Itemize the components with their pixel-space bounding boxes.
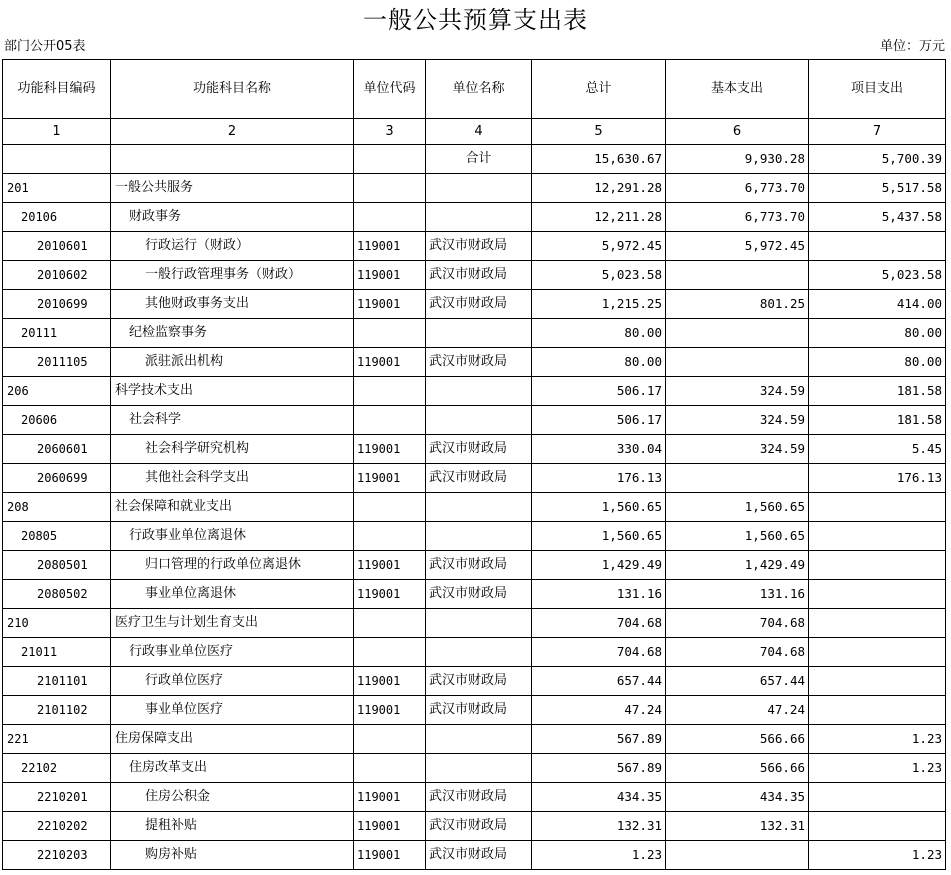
function-code-cell: 2011105: [3, 348, 111, 377]
basic-expense-cell: 324.59: [666, 435, 809, 464]
unit-name-cell: 武汉市财政局: [426, 812, 532, 841]
project-expense-cell: 181.58: [809, 406, 946, 435]
basic-expense-cell: [666, 348, 809, 377]
unit-name-cell: 武汉市财政局: [426, 464, 532, 493]
total-cell: 80.00: [532, 348, 666, 377]
unit-code-cell: 119001: [354, 232, 426, 261]
unit-code-cell: [354, 406, 426, 435]
unit-code-cell: 119001: [354, 841, 426, 870]
function-code-cell: 208: [3, 493, 111, 522]
total-cell: 330.04: [532, 435, 666, 464]
unit-name-cell: 武汉市财政局: [426, 261, 532, 290]
project-expense-cell: [809, 580, 946, 609]
column-number: 2: [111, 119, 354, 145]
unit-code-cell: [354, 319, 426, 348]
basic-expense-cell: [666, 464, 809, 493]
function-code-cell: 2080501: [3, 551, 111, 580]
table-row: [3, 812, 946, 841]
unit-name-cell: 武汉市财政局: [426, 232, 532, 261]
unit-code-cell: 119001: [354, 435, 426, 464]
function-name-cell: 购房补贴: [111, 841, 354, 870]
function-code-cell: 2010602: [3, 261, 111, 290]
table-row: [3, 406, 946, 435]
function-code-cell: 20606: [3, 406, 111, 435]
project-expense-cell: [809, 551, 946, 580]
total-cell: 132.31: [532, 812, 666, 841]
basic-expense-cell: 566.66: [666, 754, 809, 783]
total-cell: 567.89: [532, 725, 666, 754]
function-name-cell: 行政运行（财政）: [111, 232, 354, 261]
unit-name-cell: 武汉市财政局: [426, 580, 532, 609]
unit-name-cell: 武汉市财政局: [426, 841, 532, 870]
unit-name-cell: [426, 493, 532, 522]
function-code-cell: 206: [3, 377, 111, 406]
function-name-cell: 住房保障支出: [111, 725, 354, 754]
function-code-cell: 221: [3, 725, 111, 754]
project-expense-cell: [809, 609, 946, 638]
function-name-cell: 行政单位医疗: [111, 667, 354, 696]
total-sum: 15,630.67: [532, 145, 666, 174]
basic-expense-cell: 704.68: [666, 609, 809, 638]
function-code-cell: 2210201: [3, 783, 111, 812]
total-cell: 131.16: [532, 580, 666, 609]
total-cell: 12,291.28: [532, 174, 666, 203]
page-title: 一般公共预算支出表: [363, 6, 588, 34]
unit-code-cell: 119001: [354, 580, 426, 609]
project-expense-cell: 5,437.58: [809, 203, 946, 232]
unit-name-cell: [426, 203, 532, 232]
basic-expense-cell: 324.59: [666, 377, 809, 406]
table-row: [3, 580, 946, 609]
function-name-cell: 科学技术支出: [111, 377, 354, 406]
basic-expense-cell: 657.44: [666, 667, 809, 696]
unit-code-cell: 119001: [354, 551, 426, 580]
function-name-cell: 其他财政事务支出: [111, 290, 354, 319]
function-name-cell: 一般行政管理事务（财政）: [111, 261, 354, 290]
table-row: [3, 261, 946, 290]
unit-name-cell: [426, 638, 532, 667]
table-row: [3, 638, 946, 667]
function-code-cell: 20111: [3, 319, 111, 348]
function-code-cell: 20805: [3, 522, 111, 551]
header-cell: 功能科目名称: [111, 60, 354, 119]
basic-expense-cell: 434.35: [666, 783, 809, 812]
total-cell: 567.89: [532, 754, 666, 783]
total-label: 合计: [426, 145, 532, 174]
function-name-cell: 其他社会科学支出: [111, 464, 354, 493]
unit-code-cell: 119001: [354, 290, 426, 319]
basic-expense-cell: [666, 319, 809, 348]
basic-expense-cell: [666, 841, 809, 870]
project-expense-cell: [809, 812, 946, 841]
basic-expense-cell: 704.68: [666, 638, 809, 667]
unit-code-cell: [354, 638, 426, 667]
total-cell: 80.00: [532, 319, 666, 348]
project-expense-cell: 80.00: [809, 348, 946, 377]
function-name-cell: 住房公积金: [111, 783, 354, 812]
project-expense-cell: 1.23: [809, 754, 946, 783]
project-expense-cell: 1.23: [809, 725, 946, 754]
total-cell: 12,211.28: [532, 203, 666, 232]
table-row: [3, 377, 946, 406]
unit-name-cell: 武汉市财政局: [426, 290, 532, 319]
table-row: [3, 435, 946, 464]
unit-name-cell: 武汉市财政局: [426, 783, 532, 812]
total-cell: 1,429.49: [532, 551, 666, 580]
function-name-cell: 纪检监察事务: [111, 319, 354, 348]
unit-code-cell: 119001: [354, 783, 426, 812]
project-expense-cell: [809, 493, 946, 522]
total-cell: 657.44: [532, 667, 666, 696]
table-row: [3, 841, 946, 870]
basic-expense-cell: 47.24: [666, 696, 809, 725]
unit-code-cell: [354, 522, 426, 551]
project-expense-cell: 414.00: [809, 290, 946, 319]
basic-expense-cell: 6,773.70: [666, 203, 809, 232]
total-cell: 506.17: [532, 406, 666, 435]
function-name-cell: 一般公共服务: [111, 174, 354, 203]
table-row: [3, 319, 946, 348]
function-code-cell: 2060601: [3, 435, 111, 464]
unit-name-cell: [426, 609, 532, 638]
function-code-cell: 2210203: [3, 841, 111, 870]
table-row: [3, 667, 946, 696]
project-expense-cell: 176.13: [809, 464, 946, 493]
header-cell: 单位名称: [426, 60, 532, 119]
total-cell: 506.17: [532, 377, 666, 406]
function-name-cell: 提租补贴: [111, 812, 354, 841]
total-cell: 47.24: [532, 696, 666, 725]
header-row: [3, 60, 946, 119]
unit-code-cell: 119001: [354, 261, 426, 290]
total-cell: 1,560.65: [532, 522, 666, 551]
table-row: [3, 348, 946, 377]
total-code-cell: [3, 145, 111, 174]
function-name-cell: 社会保障和就业支出: [111, 493, 354, 522]
table-row: [3, 551, 946, 580]
table-row: [3, 290, 946, 319]
column-number: 4: [426, 119, 532, 145]
basic-expense-cell: 801.25: [666, 290, 809, 319]
table-row: [3, 464, 946, 493]
total-cell: 704.68: [532, 609, 666, 638]
function-code-cell: 210: [3, 609, 111, 638]
table-row: [3, 609, 946, 638]
unit-code-cell: 119001: [354, 667, 426, 696]
unit-code-cell: [354, 377, 426, 406]
department-label: 部门公开05表: [4, 39, 86, 54]
table-row: [3, 725, 946, 754]
table-row: [3, 174, 946, 203]
unit-name-cell: 武汉市财政局: [426, 348, 532, 377]
column-number: 1: [3, 119, 111, 145]
project-expense-cell: [809, 638, 946, 667]
total-project: 5,700.39: [809, 145, 946, 174]
basic-expense-cell: 566.66: [666, 725, 809, 754]
project-expense-cell: 80.00: [809, 319, 946, 348]
project-expense-cell: 1.23: [809, 841, 946, 870]
function-code-cell: 2010699: [3, 290, 111, 319]
function-name-cell: 派驻派出机构: [111, 348, 354, 377]
table-row: [3, 696, 946, 725]
table-row: [3, 522, 946, 551]
function-code-cell: 201: [3, 174, 111, 203]
unit-code-cell: 119001: [354, 464, 426, 493]
unit-code-cell: [354, 174, 426, 203]
total-cell: 704.68: [532, 638, 666, 667]
unit-name-cell: [426, 406, 532, 435]
unit-name-cell: 武汉市财政局: [426, 667, 532, 696]
total-cell: 5,023.58: [532, 261, 666, 290]
basic-expense-cell: 1,560.65: [666, 522, 809, 551]
unit-code-cell: 119001: [354, 696, 426, 725]
basic-expense-cell: 1,560.65: [666, 493, 809, 522]
total-cell: 1,560.65: [532, 493, 666, 522]
basic-expense-cell: 131.16: [666, 580, 809, 609]
total-cell: 1.23: [532, 841, 666, 870]
unit-label: 单位：万元: [879, 39, 945, 54]
total-basic: 9,930.28: [666, 145, 809, 174]
basic-expense-cell: [666, 261, 809, 290]
project-expense-cell: [809, 232, 946, 261]
unit-code-cell: [354, 493, 426, 522]
table-row: [3, 783, 946, 812]
column-number-row: [3, 119, 946, 145]
budget-table: [2, 59, 946, 870]
header-cell: 项目支出: [809, 60, 946, 119]
project-expense-cell: 5.45: [809, 435, 946, 464]
header-cell: 单位代码: [354, 60, 426, 119]
total-cell: 1,215.25: [532, 290, 666, 319]
project-expense-cell: 181.58: [809, 377, 946, 406]
project-expense-cell: [809, 522, 946, 551]
project-expense-cell: [809, 667, 946, 696]
table-row: [3, 232, 946, 261]
function-name-cell: 归口管理的行政单位离退休: [111, 551, 354, 580]
function-code-cell: 2101101: [3, 667, 111, 696]
unit-name-cell: [426, 174, 532, 203]
function-code-cell: 2210202: [3, 812, 111, 841]
unit-code-cell: [354, 609, 426, 638]
unit-code-cell: [354, 725, 426, 754]
unit-name-cell: [426, 754, 532, 783]
total-cell: 434.35: [532, 783, 666, 812]
project-expense-cell: [809, 696, 946, 725]
column-number: 7: [809, 119, 946, 145]
table-row: [3, 493, 946, 522]
column-number: 5: [532, 119, 666, 145]
unit-name-cell: 武汉市财政局: [426, 435, 532, 464]
unit-code-cell: [354, 203, 426, 232]
total-cell: 176.13: [532, 464, 666, 493]
unit-name-cell: [426, 522, 532, 551]
function-name-cell: 社会科学研究机构: [111, 435, 354, 464]
basic-expense-cell: 1,429.49: [666, 551, 809, 580]
column-number: 3: [354, 119, 426, 145]
function-name-cell: 社会科学: [111, 406, 354, 435]
total-cell: 5,972.45: [532, 232, 666, 261]
table-row: [3, 203, 946, 232]
unit-code-cell: 119001: [354, 812, 426, 841]
unit-name-cell: 武汉市财政局: [426, 696, 532, 725]
total-row: [3, 145, 946, 174]
function-code-cell: 22102: [3, 754, 111, 783]
column-number: 6: [666, 119, 809, 145]
project-expense-cell: 5,517.58: [809, 174, 946, 203]
function-code-cell: 2060699: [3, 464, 111, 493]
unit-name-cell: [426, 377, 532, 406]
function-code-cell: 2010601: [3, 232, 111, 261]
unit-name-cell: 武汉市财政局: [426, 551, 532, 580]
function-code-cell: 2080502: [3, 580, 111, 609]
basic-expense-cell: 6,773.70: [666, 174, 809, 203]
function-code-cell: 2101102: [3, 696, 111, 725]
project-expense-cell: [809, 783, 946, 812]
function-name-cell: 行政事业单位离退休: [111, 522, 354, 551]
header-cell: 功能科目编码: [3, 60, 111, 119]
function-name-cell: 事业单位医疗: [111, 696, 354, 725]
basic-expense-cell: 132.31: [666, 812, 809, 841]
project-expense-cell: 5,023.58: [809, 261, 946, 290]
unit-name-cell: [426, 725, 532, 754]
function-code-cell: 21011: [3, 638, 111, 667]
function-name-cell: 事业单位离退休: [111, 580, 354, 609]
total-unit-code-cell: [354, 145, 426, 174]
function-name-cell: 财政事务: [111, 203, 354, 232]
header-cell: 基本支出: [666, 60, 809, 119]
basic-expense-cell: 324.59: [666, 406, 809, 435]
total-name-cell: [111, 145, 354, 174]
unit-code-cell: 119001: [354, 348, 426, 377]
basic-expense-cell: 5,972.45: [666, 232, 809, 261]
unit-name-cell: [426, 319, 532, 348]
function-code-cell: 20106: [3, 203, 111, 232]
table-row: [3, 754, 946, 783]
header-cell: 总计: [532, 60, 666, 119]
function-name-cell: 住房改革支出: [111, 754, 354, 783]
function-name-cell: 医疗卫生与计划生育支出: [111, 609, 354, 638]
unit-code-cell: [354, 754, 426, 783]
function-name-cell: 行政事业单位医疗: [111, 638, 354, 667]
